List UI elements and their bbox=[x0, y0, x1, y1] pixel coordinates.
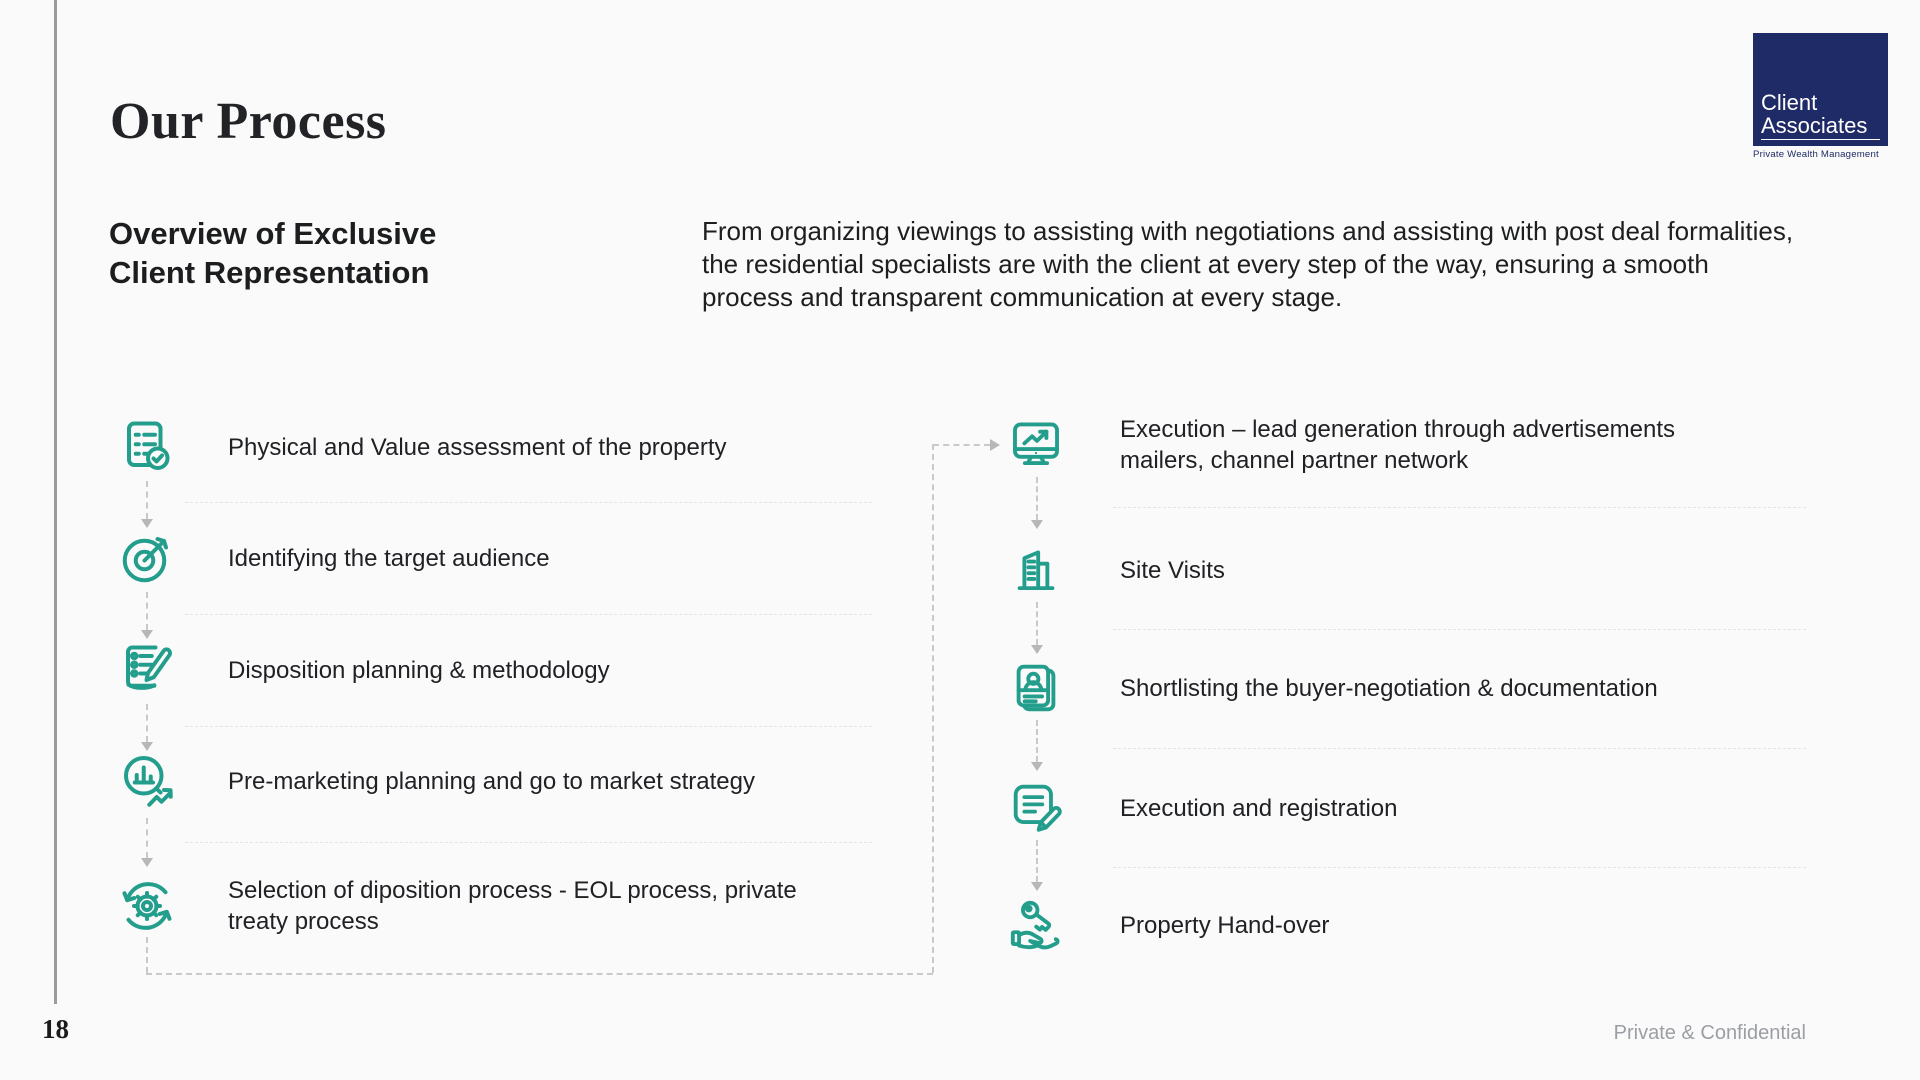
flow-arrow-down-icon bbox=[141, 742, 153, 751]
flow-connector bbox=[146, 481, 148, 519]
target-arrow-icon bbox=[117, 528, 177, 588]
process-step-label-text: Property Hand-over bbox=[1120, 911, 1330, 939]
process-step-label-text: Selection of diposition process - EOL process, private treaty process bbox=[228, 877, 797, 935]
section-heading-line2: Client Representation bbox=[109, 255, 430, 290]
process-step-label-text: Execution – lead generation through advertisements mailers, channel partner network bbox=[1120, 416, 1676, 474]
flow-arrow-down-icon bbox=[141, 519, 153, 528]
process-step-label bbox=[228, 846, 808, 966]
process-step-label bbox=[228, 610, 808, 730]
process-step-label-text: Disposition planning & methodology bbox=[228, 656, 610, 684]
document-edit-icon bbox=[1007, 779, 1065, 837]
process-step-label bbox=[1120, 510, 1740, 630]
process-step-label bbox=[1120, 865, 1740, 985]
process-step-label-text: Physical and Value assessment of the property bbox=[228, 433, 727, 461]
flow-arrow-right-icon bbox=[990, 439, 1000, 451]
clipboard-check-icon bbox=[117, 417, 177, 477]
process-step-label bbox=[1120, 385, 1740, 505]
gear-cycle-icon bbox=[117, 876, 177, 936]
building-icon bbox=[1007, 541, 1065, 599]
intro-paragraph: From organizing viewings to assisting with negotiations and assisting with post deal formalities, the residential specialists are with the client at every step of the way, ensuring a smooth process and transparent communication at every stage. bbox=[702, 216, 1794, 312]
confidential-note: Private & Confidential bbox=[1613, 1022, 1806, 1044]
checklist-pencil-icon bbox=[117, 640, 177, 700]
row-separator bbox=[185, 502, 872, 503]
process-step-label bbox=[228, 498, 808, 618]
section-heading-line1: Overview of Exclusive bbox=[109, 216, 437, 251]
flow-arrow-down-icon bbox=[141, 630, 153, 639]
process-step-label-text: Shortlisting the buyer-negotiation & documentation bbox=[1120, 674, 1658, 702]
flow-connector bbox=[933, 444, 990, 446]
row-separator bbox=[185, 842, 872, 843]
flow-connector bbox=[146, 704, 148, 742]
row-separator bbox=[185, 614, 872, 615]
flow-arrow-down-icon bbox=[1031, 520, 1043, 529]
flow-connector bbox=[1036, 840, 1038, 882]
id-card-icon bbox=[1007, 659, 1065, 717]
page-number: 18 bbox=[42, 1014, 69, 1044]
process-step-label bbox=[228, 387, 808, 507]
flow-connector bbox=[932, 444, 934, 973]
hand-key-icon bbox=[1007, 896, 1065, 954]
process-step-label bbox=[1120, 628, 1740, 748]
flow-arrow-down-icon bbox=[141, 858, 153, 867]
flow-connector bbox=[146, 818, 148, 858]
company-logo bbox=[1753, 33, 1888, 160]
flow-connector bbox=[1036, 602, 1038, 645]
process-step-label-text: Pre-marketing planning and go to market strategy bbox=[228, 767, 755, 795]
page-title: Our Process bbox=[110, 93, 387, 150]
process-step-label bbox=[228, 721, 808, 841]
flow-arrow-down-icon bbox=[1031, 762, 1043, 771]
flow-connector bbox=[1036, 477, 1038, 520]
row-separator bbox=[1113, 629, 1806, 630]
logo-text-line2: Associates bbox=[1761, 114, 1880, 140]
logo-text-line1: Client bbox=[1761, 90, 1818, 115]
row-separator bbox=[1113, 867, 1806, 868]
process-step-label-text: Site Visits bbox=[1120, 556, 1225, 584]
logo-tagline: Private Wealth Management bbox=[1753, 149, 1879, 160]
monitor-trend-icon bbox=[1007, 416, 1065, 474]
flow-connector bbox=[146, 937, 148, 973]
left-edge-rule bbox=[54, 0, 57, 1004]
flow-arrow-down-icon bbox=[1031, 645, 1043, 654]
process-step-label-text: Identifying the target audience bbox=[228, 544, 550, 572]
row-separator bbox=[185, 726, 872, 727]
flow-connector bbox=[1036, 720, 1038, 762]
logo-square bbox=[1753, 33, 1888, 146]
chart-magnifier-icon bbox=[117, 751, 177, 811]
row-separator bbox=[1113, 507, 1806, 508]
section-heading bbox=[109, 214, 436, 292]
process-step-label bbox=[1120, 748, 1740, 868]
flow-arrow-down-icon bbox=[1031, 882, 1043, 891]
process-step-label-text: Execution and registration bbox=[1120, 794, 1398, 822]
row-separator bbox=[1113, 748, 1806, 749]
flow-connector bbox=[146, 592, 148, 630]
flow-connector bbox=[146, 973, 933, 975]
